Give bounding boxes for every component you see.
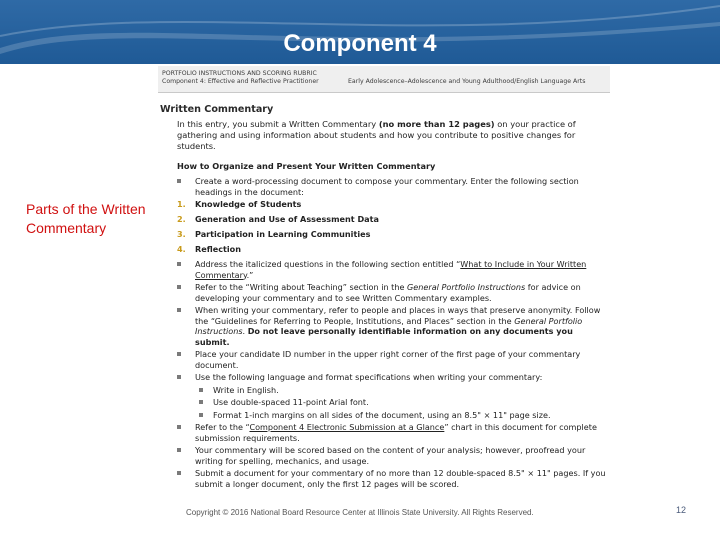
spec-text: Format 1-inch margins on all sides of the document, using an 8.5" × 11" page size. <box>213 409 551 420</box>
slide-title: Component 4 <box>283 30 437 57</box>
bullet-scoring <box>177 445 607 466</box>
bullet-text-c: for advice on developing your commentary and to see Written Commentary examples. <box>195 282 581 303</box>
bullet-square-icon <box>177 448 181 452</box>
heading-item <box>177 229 607 240</box>
bullet-list <box>177 176 607 491</box>
bullet-text: Create a word-processing document to compose your commentary. Enter the following section headings in the document: <box>195 176 579 197</box>
bullet-square-icon <box>177 262 181 266</box>
heading-number: 4. <box>177 244 186 254</box>
bullet-text: Submit a document for your commentary of no more than 12 double-spaced 8.5" × 11" pages. If you submit a longer document, only the first 12 pages will be scored. <box>195 468 606 489</box>
bullet-text-a: When writing your commentary, refer to people and places in ways that preserve anonymity. Follow the “Guidelines for Referring to People, Institutions, and Places” section in the <box>195 305 601 326</box>
doc-header-right: Early Adolescence–Adolescence and Young Adulthood/English Language Arts <box>348 78 586 85</box>
bullet-format-specs <box>177 372 607 383</box>
doc-header-left <box>162 70 319 86</box>
spec-item <box>177 410 607 421</box>
bullet-square-icon <box>177 375 181 379</box>
bullet-text-c: ” chart in this document for complete submission requirements. <box>195 422 597 443</box>
bullet-text-italic: General Portfolio Instructions <box>195 315 583 336</box>
bullet-text-bold: Do not leave personally identifiable information on any documents you submit. <box>195 326 573 347</box>
doc-header-line2: Component 4: Effective and Reflective Practitioner <box>162 78 319 85</box>
intro-paragraph <box>177 119 607 152</box>
spec-text: Write in English. <box>213 384 279 395</box>
bullet-text: Your commentary will be scored based on the content of your analysis; however, proofread your writing for spelling, mechanics, and usage. <box>195 445 586 466</box>
sub-bullet-icon <box>199 388 203 392</box>
intro-text-c: on your practice of gathering and using information about students and how you contribute to positive changes for students. <box>177 119 576 151</box>
heading-text: Participation in Learning Communities <box>195 229 371 239</box>
sub-bullet-icon <box>199 400 203 404</box>
parts-label: Parts of the Written Commentary <box>26 201 146 236</box>
copyright-footer: Copyright © 2016 National Board Resource Center at Illinois State University. All Rights Reserved. <box>186 508 534 517</box>
doc-header-line1: PORTFOLIO INSTRUCTIONS AND SCORING RUBRIC <box>162 70 317 77</box>
bullet-create-document <box>177 176 607 197</box>
bullet-address-questions <box>177 259 607 280</box>
heading-item <box>177 244 607 255</box>
intro-text-a: In this entry, you submit a Written Commentary <box>177 119 379 129</box>
bullet-square-icon <box>177 352 181 356</box>
bullet-text-c: .” <box>246 269 254 280</box>
bullet-square-icon <box>177 471 181 475</box>
heading-text: Generation and Use of Assessment Data <box>195 214 379 224</box>
submission-glance-link[interactable]: Component 4 Electronic Submission at a Glance <box>249 422 445 432</box>
bullet-text-a: Address the italicized questions in the following section entitled “ <box>195 259 461 269</box>
spec-text: Use double-spaced 11-point Arial font. <box>213 397 369 407</box>
section-title: Written Commentary <box>160 104 274 115</box>
heading-number: 3. <box>177 229 186 239</box>
bullet-submission-chart <box>177 422 607 443</box>
page-number: 12 <box>676 505 687 515</box>
heading-number: 1. <box>177 199 186 209</box>
bullet-square-icon <box>177 285 181 289</box>
heading-item <box>177 199 607 210</box>
bullet-square-icon <box>177 179 181 183</box>
bullet-page-limit <box>177 468 607 489</box>
bullet-text-a: Refer to the “ <box>195 422 250 432</box>
sub-bullet-icon <box>199 413 203 417</box>
bullet-anonymity <box>177 305 607 347</box>
slide-header-bar <box>0 0 720 64</box>
subheading: How to Organize and Present Your Written Commentary <box>177 161 436 171</box>
heading-text: Reflection <box>195 244 241 254</box>
spec-item <box>177 397 607 408</box>
bullet-text-italic: General Portfolio Instructions <box>407 282 526 292</box>
bullet-text: Use the following language and format specifications when writing your commentary: <box>195 372 543 382</box>
bullet-square-icon <box>177 308 181 312</box>
bullet-text-c: . <box>242 326 248 336</box>
bullet-text: Place your candidate ID number in the upper right corner of the first page of your commentary document. <box>195 349 581 370</box>
bullet-candidate-id <box>177 349 607 370</box>
heading-text: Knowledge of Students <box>195 199 302 209</box>
doc-header <box>158 66 610 93</box>
intro-page-limit: (no more than 12 pages) <box>378 119 495 129</box>
document-scan <box>158 66 610 492</box>
bullet-text-a: Refer to the “Writing about Teaching” section in the <box>195 282 408 292</box>
heading-item <box>177 214 607 225</box>
what-to-include-link[interactable]: What to Include in Your Written Commentary <box>195 259 587 280</box>
spec-item <box>177 385 607 396</box>
heading-number: 2. <box>177 214 186 224</box>
bullet-writing-about-teaching <box>177 282 607 303</box>
bullet-square-icon <box>177 425 181 429</box>
